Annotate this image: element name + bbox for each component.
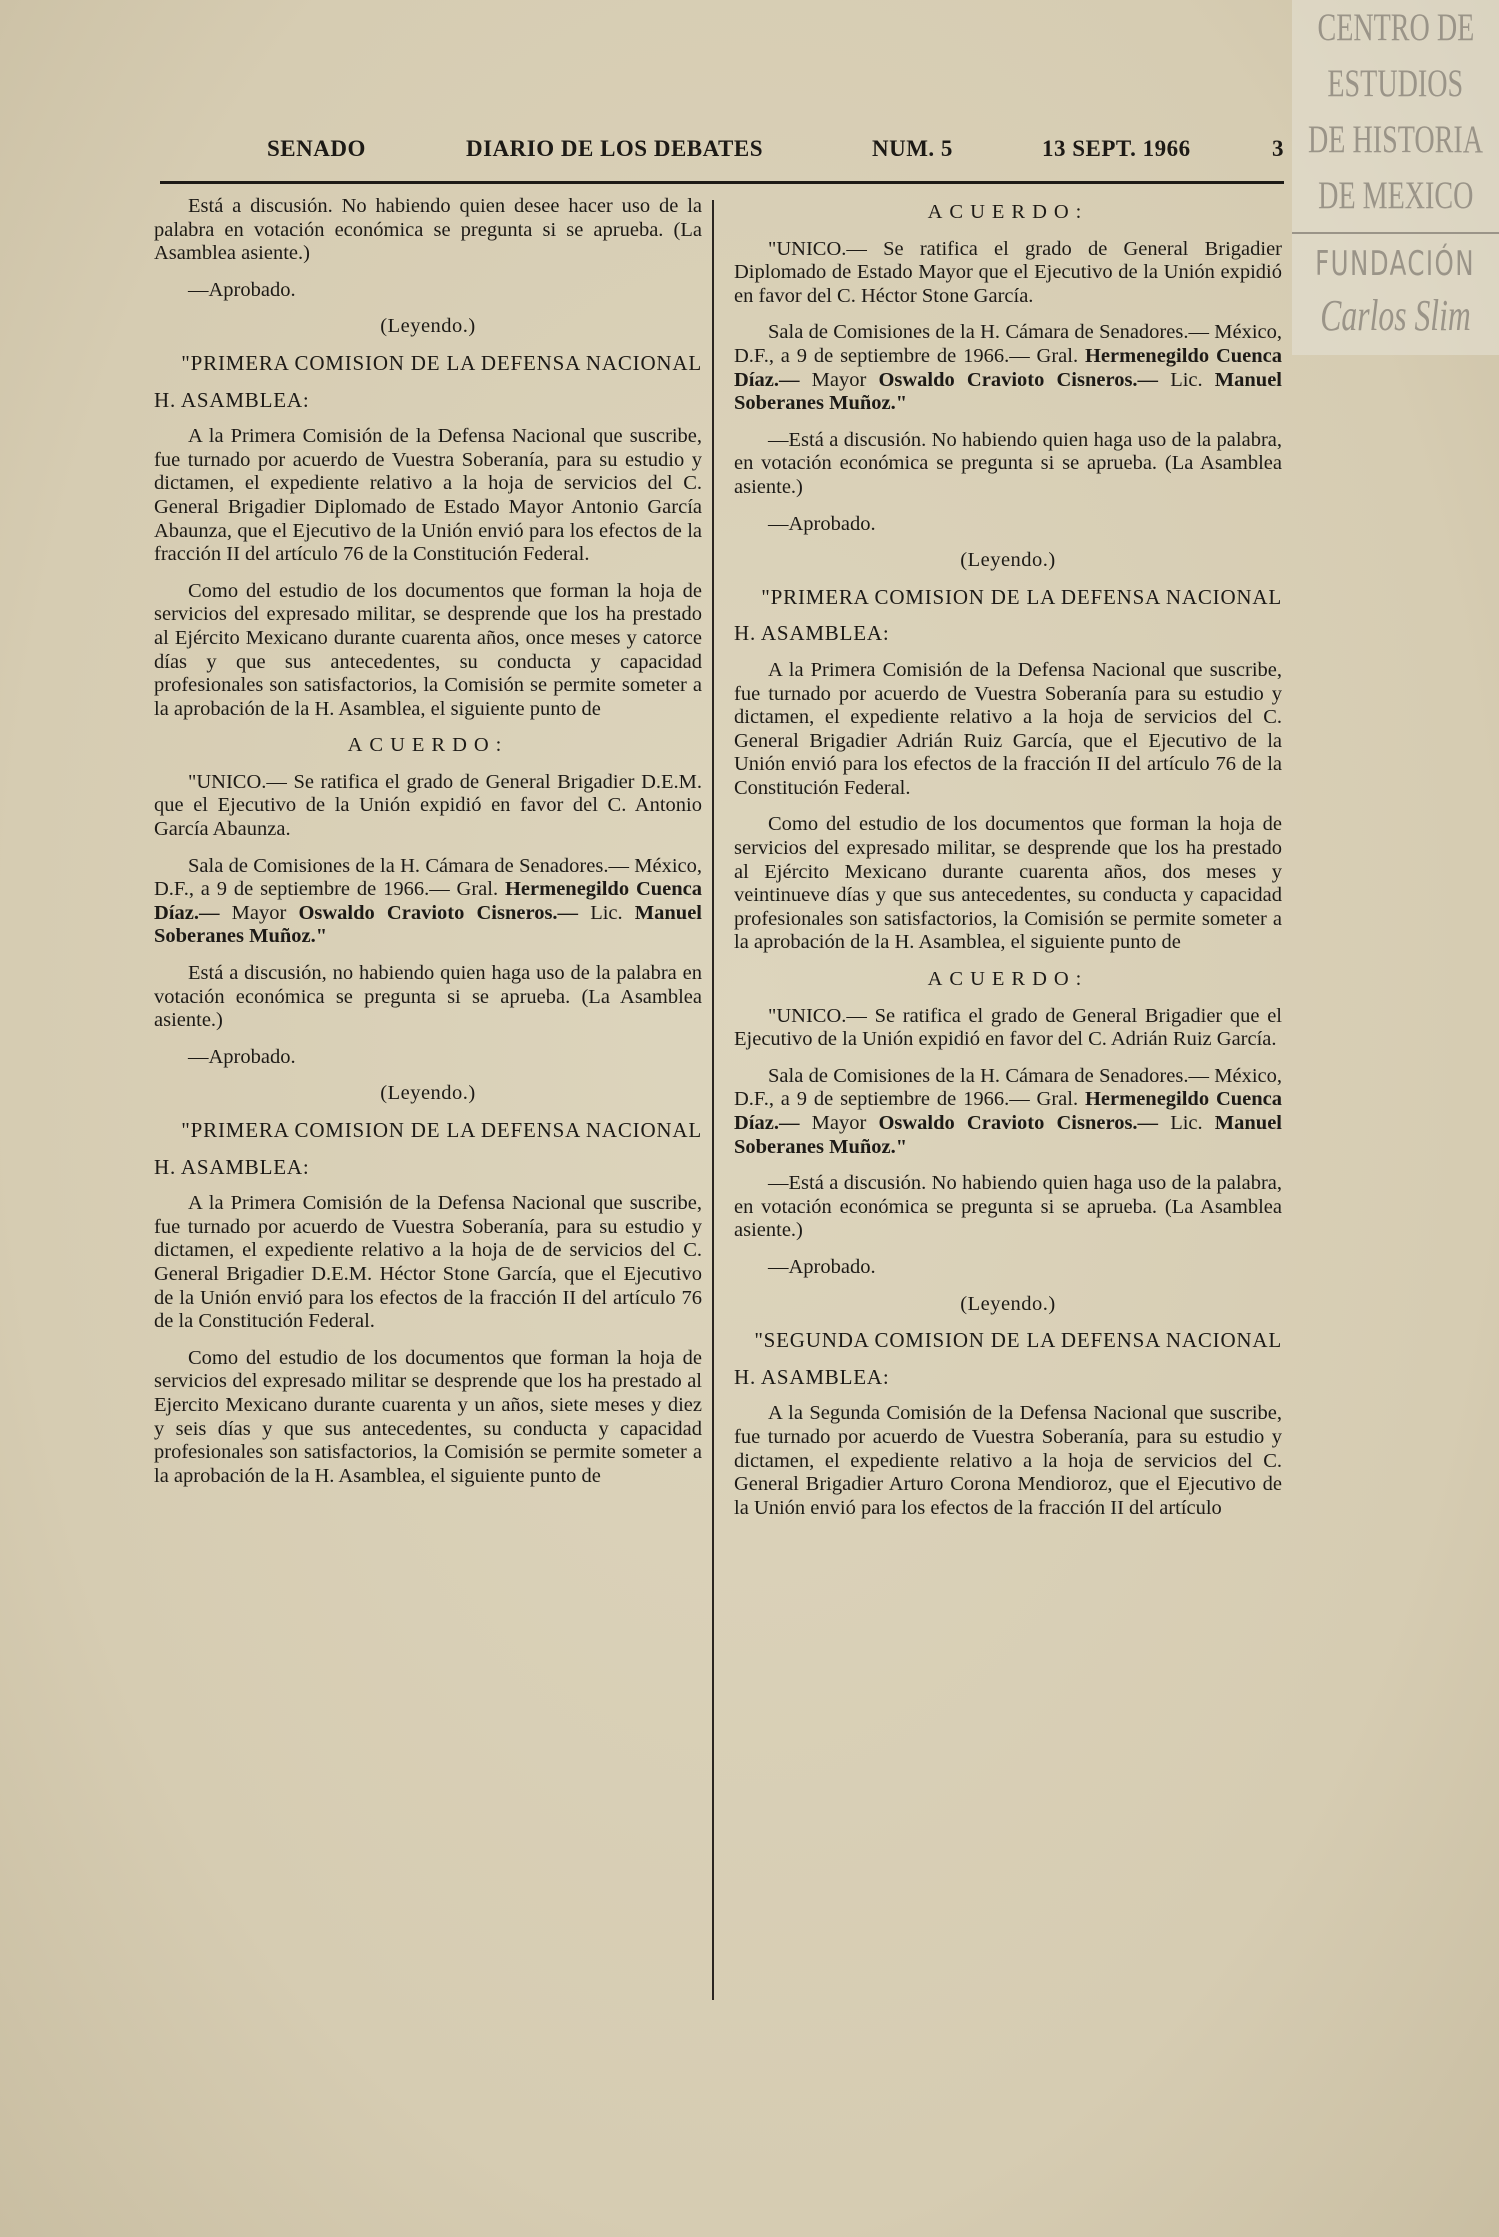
right-column	[734, 195, 1282, 1533]
commission-heading: "SEGUNDA COMISION DE LA DEFENSA NACIONAL	[754, 1328, 1282, 1353]
approval-note: —Aprobado.	[768, 1255, 876, 1278]
signatory-name: Hermenegildo Cuenca Díaz.—	[734, 344, 1282, 391]
signature-text: Sala de Comisiones de la H. Cámara de Senadores.— México, D.F., a 9 de septiembre de 1966.— Gral.	[154, 854, 702, 901]
signature-text: Lic.	[1158, 1112, 1215, 1134]
commission-heading: "PRIMERA COMISION DE LA DEFENSA NACIONAL	[181, 1118, 702, 1142]
watermark-row	[1292, 240, 1499, 288]
signature-paragraph	[154, 855, 702, 949]
paragraph: A la Primera Comisión de la Defensa Nacional que suscribe, fue turnado por acuerdo de Vuestra Soberanía, para su estudio y dictamen, el expediente relativo a la hoja de de servicios del C. General Brigadier D.E.M. Héctor Stone García, que el Ejecutivo de la Unión envió para los efectos de la fracción II del artículo 76 de la Constitución Federal.	[154, 1192, 702, 1333]
paragraph: A la Segunda Comisión de la Defensa Nacional que suscribe, fue turnado por acuerdo de Vuestra Soberanía, para su estudio y dictamen, el expediente relativo a la hoja de servicios del C. General Brigadier Arturo Corona Mendioroz, que el Ejecutivo de la Unión envió para los efectos de la fracción II del artículo	[734, 1402, 1282, 1519]
commission-heading: "PRIMERA COMISION DE LA DEFENSA NACIONAL	[181, 350, 702, 375]
watermark-signature: Carlos Slim	[1320, 291, 1471, 340]
watermark-row	[1292, 288, 1499, 344]
salutation: H. ASAMBLEA:	[154, 1154, 310, 1179]
paragraph: Como del estudio de los documentos que forman la hoja de servicios del expresado militar se desprende que los ha prestado al Ejercito Mexicano durante cuarenta y un años, siete meses y diez y seis días y que sus antecedentes, su conducta y capacidad profesionales son satisfactorios, la Comisión se permite someter a la aprobación de la H. Asamblea, el siguiente punto de	[154, 1346, 702, 1487]
signature-paragraph	[734, 321, 1282, 415]
watermark-line: CENTRO DE	[1317, 6, 1474, 49]
reading-note: (Leyendo.)	[380, 315, 476, 338]
commission-heading: "PRIMERA COMISION DE LA DEFENSA NACIONAL	[761, 584, 1282, 609]
agreement-heading: ACUERDO:	[927, 201, 1089, 223]
signatory-name: Manuel Soberanes Muñoz."	[734, 368, 1282, 415]
page-header	[262, 136, 1282, 172]
signature-text: Sala de Comisiones de la H. Cámara de Senadores.— México, D.F., a 9 de septiembre de 1966.— Gral.	[734, 321, 1282, 367]
salutation: H. ASAMBLEA:	[734, 621, 890, 646]
agreement-heading: ACUERDO:	[347, 734, 509, 757]
watermark-foundation: FUNDACIÓN	[1315, 244, 1476, 284]
signature-text: Mayor	[799, 1112, 879, 1134]
watermark-line: DE HISTORIA	[1308, 118, 1483, 161]
watermark-row	[1292, 0, 1499, 56]
header-number: NUM. 5	[872, 136, 953, 161]
signatory-name: Manuel Soberanes Muñoz."	[734, 1112, 1282, 1158]
agreement-heading: ACUERDO:	[927, 968, 1089, 991]
signature-text: Mayor	[219, 901, 299, 924]
approval-note: —Aprobado.	[188, 1045, 296, 1068]
paragraph: "UNICO.— Se ratifica el grado de General Brigadier D.E.M. que el Ejecutivo de la Unión expidió en favor del C. Antonio García Abaunza.	[154, 770, 702, 841]
paragraph: "UNICO.— Se ratifica el grado de General Brigadier que el Ejecutivo de la Unión expidió en favor del C. Adrián Ruiz García.	[734, 1004, 1282, 1051]
page-number: 3	[1272, 136, 1284, 161]
header-date: 13 SEPT. 1966	[1042, 136, 1191, 161]
signature-text: Sala de Comisiones de la H. Cámara de Senadores.— México, D.F., a 9 de septiembre de 1966.— Gral.	[734, 1064, 1282, 1111]
watermark	[1292, 0, 1499, 355]
signatory-name: Hermenegildo Cuenca Díaz.—	[154, 878, 702, 924]
watermark-row	[1292, 168, 1499, 224]
paragraph: "UNICO.— Se ratifica el grado de General Brigadier Diplomado de Estado Mayor que el Ejecutivo de la Unión expidió en favor del C. Héctor Stone García.	[734, 237, 1282, 307]
signatory-name: Oswaldo Cravioto Cisneros.—	[878, 1112, 1159, 1134]
watermark-line: DE MEXICO	[1317, 174, 1474, 217]
paragraph: A la Primera Comisión de la Defensa Nacional que suscribe, fue turnado por acuerdo de Vuestra Soberanía, para su estudio y dictamen, el expediente relativo a la hoja de servicios del C. General Brigadier Diplomado de Estado Mayor Antonio García Abaunza, que el Ejecutivo de la Unión envió para los efectos de la fracción II del artículo 76 de la Constitución Federal.	[154, 425, 702, 566]
signature-paragraph	[734, 1065, 1282, 1159]
signature-text: Lic.	[578, 901, 635, 924]
paragraph: —Está a discusión. No habiendo quien haga uso de la palabra, en votación económica se pregunta si se aprueba. (La Asamblea asiente.)	[734, 1172, 1282, 1242]
salutation: H. ASAMBLEA:	[734, 1364, 890, 1389]
watermark-row	[1292, 112, 1499, 168]
watermark-row	[1292, 56, 1499, 112]
reading-note: (Leyendo.)	[960, 1292, 1056, 1315]
watermark-divider	[1292, 232, 1499, 234]
signature-text: Mayor	[799, 368, 879, 391]
paragraph: A la Primera Comisión de la Defensa Nacional que suscribe, fue turnado por acuerdo de Vuestra Soberanía para su estudio y dictamen, el expediente relativo a la hoja de servicios del C. General Brigadier Adrián Ruiz García, que el Ejecutivo de la Unión envió para los efectos de la fracción II del artículo 76 de la Constitución Federal.	[734, 658, 1282, 799]
paragraph: Como del estudio de los documentos que forman la hoja de servicios del expresado militar, se desprende que los ha prestado al Ejército Mexicano durante cuarenta años, dos meses y veintinueve días y que sus antecedentes, su conducta y capacidad profesionales son satisfactorios, la Comisión se permite someter a la aprobación de la H. Asamblea, el siguiente punto de	[734, 813, 1282, 954]
reading-note: (Leyendo.)	[960, 549, 1056, 572]
paragraph: —Está a discusión. No habiendo quien haga uso de la palabra, en votación económica se pregunta si se aprueba. (La Asamblea asiente.)	[734, 428, 1282, 498]
signature-text: Lic.	[1158, 368, 1215, 391]
signatory-name: Manuel Soberanes Muñoz."	[154, 901, 702, 948]
paragraph: Como del estudio de los documentos que forman la hoja de servicios del expresado militar, se desprende que los ha prestado al Ejército Mexicano durante cuarenta años, once meses y catorce días y que sus antecedentes, su conducta y capacidad profesionales son satisfactorios, la Comisión se permite someter a la aprobación de la H. Asamblea, el siguiente punto de	[154, 579, 702, 720]
watermark-line: ESTUDIOS	[1327, 62, 1464, 105]
header-rule	[160, 181, 1284, 184]
salutation: H. ASAMBLEA:	[154, 387, 310, 412]
signatory-name: Oswaldo Cravioto Cisneros.—	[878, 368, 1159, 391]
left-column	[154, 195, 702, 1501]
reading-note: (Leyendo.)	[380, 1082, 476, 1105]
approval-note: —Aprobado.	[188, 278, 296, 301]
signatory-name: Oswaldo Cravioto Cisneros.—	[298, 901, 579, 924]
header-section: SENADO	[267, 136, 366, 161]
signatory-name: Hermenegildo Cuenca Díaz.—	[734, 1088, 1282, 1134]
column-divider	[712, 200, 714, 2000]
header-title: DIARIO DE LOS DEBATES	[466, 136, 764, 161]
approval-note: —Aprobado.	[768, 512, 876, 535]
paragraph: Está a discusión. No habiendo quien desee hacer uso de la palabra en votación económica se pregunta si se aprueba. (La Asamblea asiente.)	[154, 195, 702, 265]
paragraph: Está a discusión, no habiendo quien haga uso de la palabra en votación económica se pregunta si se aprueba. (La Asamblea asiente.)	[154, 962, 702, 1032]
